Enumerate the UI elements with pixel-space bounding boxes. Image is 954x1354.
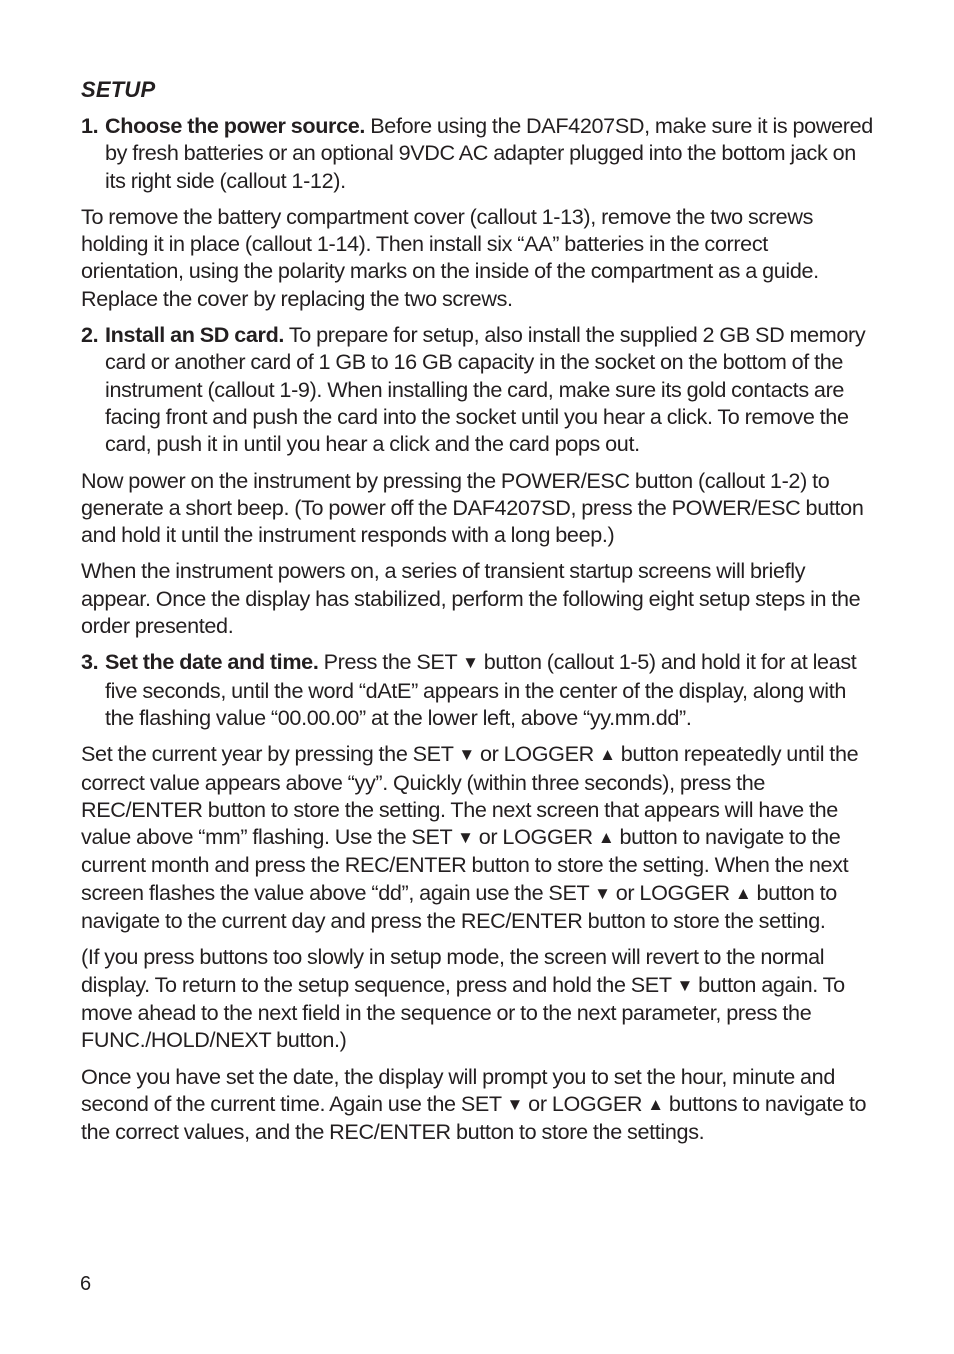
page-number: 6 — [80, 1273, 92, 1295]
up-triangle-icon: ▲ — [599, 745, 616, 765]
step-number: 1. — [81, 113, 99, 138]
step-text: button (callout 1-5) and hold it for at least five seconds, until the word “dAtE” appears in the center of the display, along with the flashing value “00.00.00” at the lower left, above “yy.mm.dd”. — [105, 649, 857, 730]
paragraph-set-date — [81, 740, 873, 934]
up-triangle-icon: ▲ — [597, 828, 615, 848]
up-triangle-icon: ▲ — [647, 1094, 664, 1114]
step-number: 3. — [81, 649, 99, 675]
step-title: Choose the power source. — [105, 113, 366, 138]
down-triangle-icon: ▼ — [457, 828, 474, 848]
text-run: (If you press buttons too slowly in setup mode, the screen will revert to the normal display. To return to the setup sequence, press and hold the SET — [81, 944, 825, 997]
step-text: To prepare for setup, also install the supplied 2 GB SD memory card or another card of 1 GB to 16 GB capacity in the socket on the bottom of the instrument (callout 1-9). When installing the card, make sure its gold contacts are facing front and push the card into the socket until you hear a click. To remove the card, push it in until you hear a click and the card pops out. — [105, 322, 866, 457]
step-2 — [81, 321, 873, 457]
text-run: button to navigate to the current month and press the REC/ENTER button to store the setting. When the next screen flashes the value above “dd”, again use the SET — [81, 824, 849, 905]
text-run: button again. To move ahead to the next field in the sequence or to the next parameter, press the FUNC./HOLD/NEXT button.) — [81, 971, 845, 1053]
step-number: 2. — [81, 322, 99, 348]
section-heading: SETUP — [81, 77, 156, 102]
down-triangle-icon: ▼ — [594, 883, 611, 903]
text-run: button to navigate to the current day and press the REC/ENTER button to store the setting. — [81, 879, 837, 934]
paragraph-battery: To remove the battery compartment cover (callout 1-13), remove the two screws holding it in place (callout 1-14). Then install six “AA” batteries in the correct orientation, using the polarity marks on the inside of the compartment as a guide. Replace the cover by replacing the two screws. — [81, 203, 819, 311]
step-title: Set the date and time. — [105, 649, 319, 675]
step-1 — [81, 112, 873, 194]
text-run: or LOGGER — [473, 824, 598, 850]
step-text: Press the SET — [318, 649, 463, 675]
step-body — [105, 648, 873, 731]
down-triangle-icon: ▼ — [676, 975, 693, 995]
up-triangle-icon: ▲ — [734, 883, 752, 903]
step-body — [105, 321, 873, 457]
step-title: Install an SD card. — [105, 322, 285, 348]
text-run: or LOGGER — [474, 741, 600, 767]
down-triangle-icon: ▼ — [506, 1094, 524, 1114]
page-content — [81, 76, 873, 1154]
step-text: Before using the DAF4207SD, make sure it is powered by fresh batteries or an optional 9VDC AC adapter plugged into the bottom jack on its right side (callout 1-12). — [105, 113, 873, 193]
paragraph-timeout-note — [81, 943, 873, 1053]
text-run: or LOGGER — [523, 1090, 648, 1116]
text-run: or LOGGER — [610, 879, 735, 905]
paragraph-startup: When the instrument powers on, a series of transient startup screens will briefly appear. Once the display has stabilized, perform the following eight setup steps in the order presented. — [81, 558, 861, 639]
text-run: button repeatedly until the correct value appears above “yy”. Quickly (within three seconds), press the REC/ENTER button to store the setting. The next screen that appears will have the value above “mm” flashing. Use the SET — [81, 741, 859, 850]
text-run: Once you have set the date, the display will prompt you to set the hour, minute and second of the current time. Again use the SET — [81, 1063, 835, 1116]
text-run: buttons to navigate to the correct values, and the REC/ENTER button to store the settings. — [81, 1090, 867, 1145]
down-triangle-icon: ▼ — [462, 653, 479, 673]
step-3 — [81, 648, 873, 731]
paragraph-set-time — [81, 1063, 873, 1146]
down-triangle-icon: ▼ — [458, 745, 475, 765]
step-body — [105, 112, 873, 194]
paragraph-power-on: Now power on the instrument by pressing the POWER/ESC button (callout 1-2) to generate a short beep. (To power off the DAF4207SD, press the POWER/ESC button and hold it until the instrument responds with a long beep.) — [81, 467, 864, 548]
text-run: Set the current year by pressing the SET — [81, 741, 459, 767]
